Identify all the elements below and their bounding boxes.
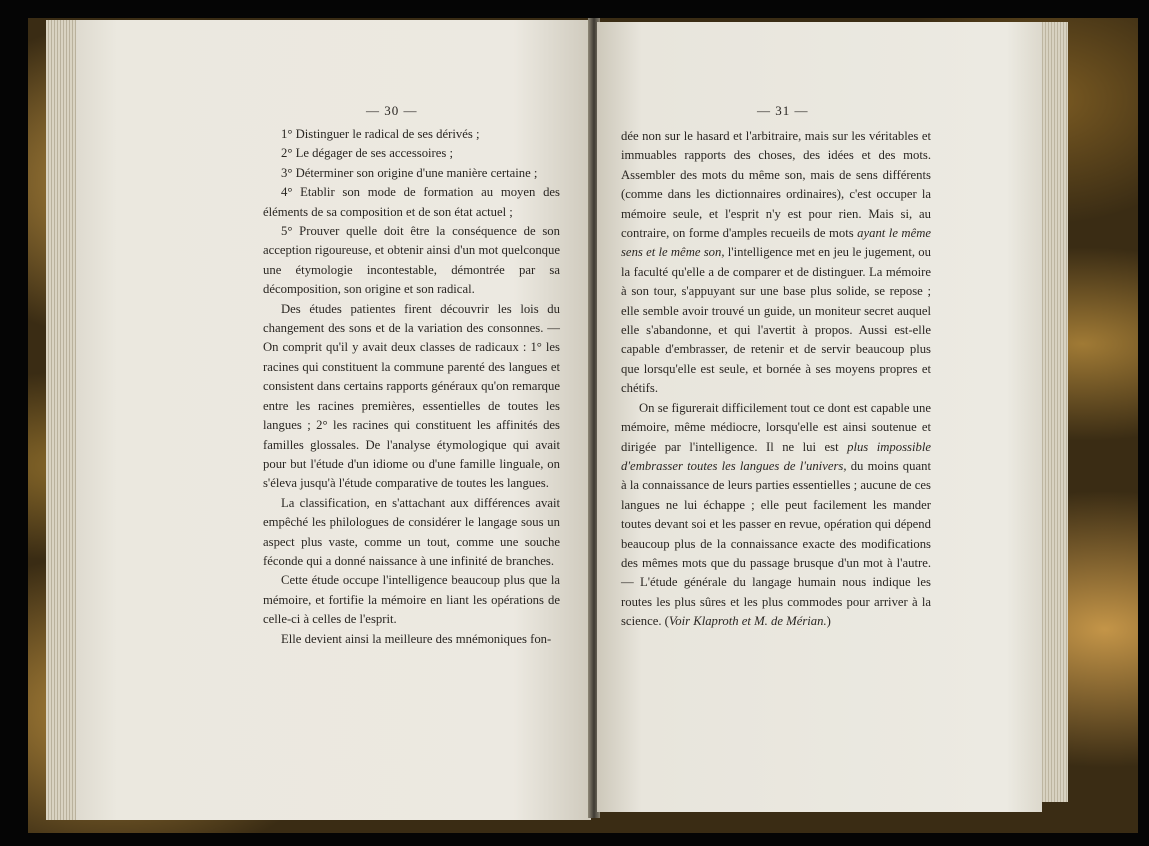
list-item: 1° Distinguer le radical de ses dérivés ; — [281, 127, 480, 141]
paragraph: On se figurerait difficilement tout ce dont est capable une mémoire, même médiocre, lorsqu'elle est ainsi soutenue et dirigée par l'intelligence. Il ne lui est plus impossible d'embrasser toutes les langues de l'univers, du moins quant à la connaissance de leurs parties essentielles ; aucune de ces langues ne lui échappe ; elle peut facilement les mander toutes devant soi et les passer en revue, opération qui dépend beaucoup plus de la connaissance exacte des modifications des mêmes mots que du passage brusque d'un mot à l'autre. — L'étude générale du langage humain nous indique les routes les plus sûres et les plus commodes pour arriver à la science. (Voir Klaproth et M. de Mérian.) — [621, 400, 931, 629]
list-item: 2° Le dégager de ses accessoires ; — [281, 146, 454, 161]
right-page — [597, 22, 1042, 812]
list-item: 3° Déterminer son origine d'une manière certaine ; — [281, 165, 538, 180]
paragraph: Cette étude occupe l'intelligence beaucoup plus que la mémoire, et fortifie la mémoire en liant les opérations de celle-ci à celles de l'esprit. — [263, 573, 560, 627]
list-item: 4° Etablir son mode de formation au moyen des éléments de sa composition et de son état actuel ; — [263, 185, 560, 219]
left-page-text — [263, 125, 560, 649]
list-item: 5° Prouver quelle doit être la conséquence de son acception rigoureuse, et obtenir ainsi d'un mot quelconque une étymologie incontestable, démontrée par sa décomposition, son origine et son radical. — [263, 224, 560, 297]
right-page-text — [621, 127, 931, 632]
left-page — [76, 20, 591, 820]
page-number-30: — 30 — — [366, 103, 418, 118]
paragraph: La classification, en s'attachant aux différences avait empêché les philologues de considérer le langage sous un aspect plus vaste, comme un tout, comme une souche féconde qui a donné naissance à une infinité de branches. — [263, 495, 560, 568]
page-edges-left — [46, 20, 76, 820]
paragraph: dée non sur le hasard et l'arbitraire, mais sur les véritables et immuables rapports des choses, des idées et des mots. Assembler des mots du même son, mais de sens différents (comme dans les dictionnaires ordinaires), c'est occuper la mémoire seule, et l'esprit n'y est pour rien. Mais si, au contraire, on forme d'amples recueils de mots ayant le même sens et le même son, l'intelligence met en jeu le jugement, ou la faculté qu'elle a de comparer et de distinguer. La mémoire à son tour, s'appuyant sur une base plus solide, se repose ; elle semble avoir trouvé un guide, un moniteur secret auquel elle s'abandonne, et qui l'avertit à propos. Aussi est-elle capable d'embrasser, de retenir et de servir beaucoup plus que lorsqu'elle est seule, et bornée à ses moyens propres et chétifs. — [621, 129, 931, 396]
paragraph: Des études patientes firent découvrir les lois du changement des sons et de la variation des consonnes. — On comprit qu'il y avait deux classes de radicaux : 1° les racines qui constituent la commune parenté des langues et consistent dans certains rapports généraux qu'on remarque entre les racines premières, essentielles de toutes les langues ; 2° les racines qui constituent les affinités des familles glossales. De l'analyse étymologique qui avait pour but l'étude d'un idiome ou d'une famille linguale, on s'éleva jusqu'à l'étude comparative de toutes les langues. — [263, 301, 560, 491]
page-edges-right — [1040, 22, 1068, 802]
page-number-31: — 31 — — [757, 103, 809, 118]
paragraph: Elle devient ainsi la meilleure des mnémoniques fon- — [281, 631, 552, 646]
